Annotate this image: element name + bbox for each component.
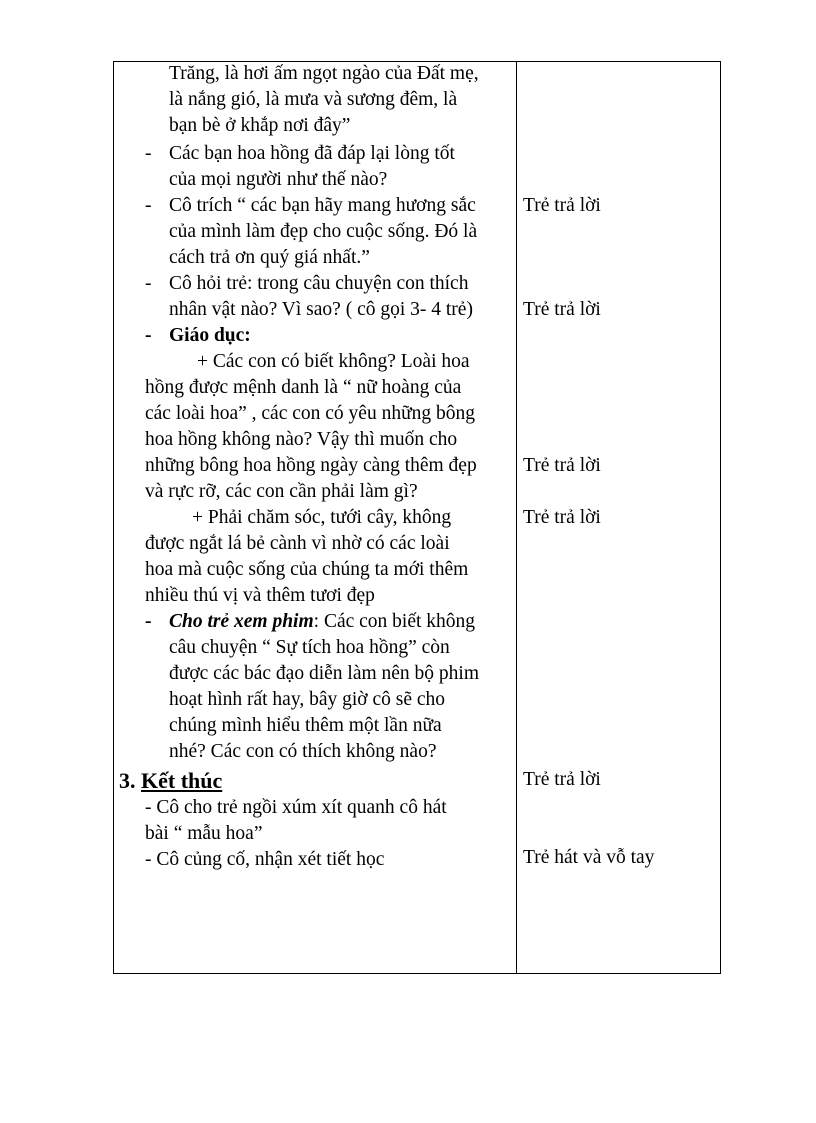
question-line: Cô hỏi trẻ: trong câu chuyện con thích [169,273,469,294]
movie-first-line [169,609,475,635]
child-response: Trẻ trả lời [523,455,601,476]
education-line: + Các con có biết không? Loài hoa [197,351,470,372]
child-response: Trẻ trả lời [523,769,601,790]
movie-line: nhé? Các con có thích không nào? [169,741,437,762]
section-title: Kết thúc [141,768,223,793]
education-line: hoa mà cuộc sống của chúng ta mới thêm [145,559,469,580]
education-line: + Phải chăm sóc, tưới cây, không [192,507,452,528]
ending-line: bài “ mẫu hoa” [145,823,263,844]
ending-line: - Cô củng cố, nhận xét tiết học [145,849,385,870]
movie-first-rest: : Các con biết không [313,611,476,632]
movie-line: được các bác đạo diễn làm nên bộ phim [169,663,480,684]
education-line: những bông hoa hồng ngày càng thêm đẹp [145,455,477,476]
intro-line: bạn bè ở khắp nơi đây” [169,115,351,136]
question-line: Cô trích “ các bạn hãy mang hương sắc [169,195,476,216]
question-line: cách trả ơn quý giá nhất.” [169,247,370,268]
child-response: Trẻ trả lời [523,507,601,528]
movie-title: Cho trẻ xem phim [169,611,314,632]
child-response: Trẻ trả lời [523,195,601,216]
child-response: Trẻ trả lời [523,299,601,320]
bullet-dash: - [145,143,152,164]
movie-line: câu chuyện “ Sự tích hoa hồng” còn [169,637,450,658]
movie-line: hoạt hình rất hay, bây giờ cô sẽ cho [169,689,446,710]
education-line: các loài hoa” , các con có yêu những bông [145,403,476,424]
bullet-dash: - [145,273,152,294]
question-line: nhân vật nào? Vì sao? ( cô gọi 3- 4 trẻ) [169,299,473,320]
ending-line: - Cô cho trẻ ngồi xúm xít quanh cô hát [145,797,447,818]
bullet-dash: - [145,325,152,346]
section-3-heading [119,767,222,795]
intro-line: là nắng gió, là mưa và sương đêm, là [169,89,458,110]
question-line: của mọi người như thế nào? [169,169,388,190]
bullet-dash: - [145,611,152,632]
column-divider [516,61,517,974]
education-line: hoa hồng không nào? Vậy thì muốn cho [145,429,458,450]
education-title: Giáo dục: [169,325,251,346]
question-line: Các bạn hoa hồng đã đáp lại lòng tốt [169,143,455,164]
education-line: được ngắt lá bẻ cành vì nhờ có các loài [145,533,450,554]
education-line: nhiều thú vị và thêm tươi đẹp [145,585,375,606]
bullet-dash: - [145,195,152,216]
education-line: hồng được mệnh danh là “ nữ hoàng của [145,377,462,398]
education-line: và rực rỡ, các con cần phải làm gì? [145,481,418,502]
section-number: 3. [119,768,136,793]
movie-line: chúng mình hiểu thêm một lần nữa [169,715,442,736]
question-line: của mình làm đẹp cho cuộc sống. Đó là [169,221,478,242]
child-response: Trẻ hát và vỗ tay [523,847,655,868]
intro-line: Trăng, là hơi ấm ngọt ngào của Đất mẹ, [169,63,479,84]
